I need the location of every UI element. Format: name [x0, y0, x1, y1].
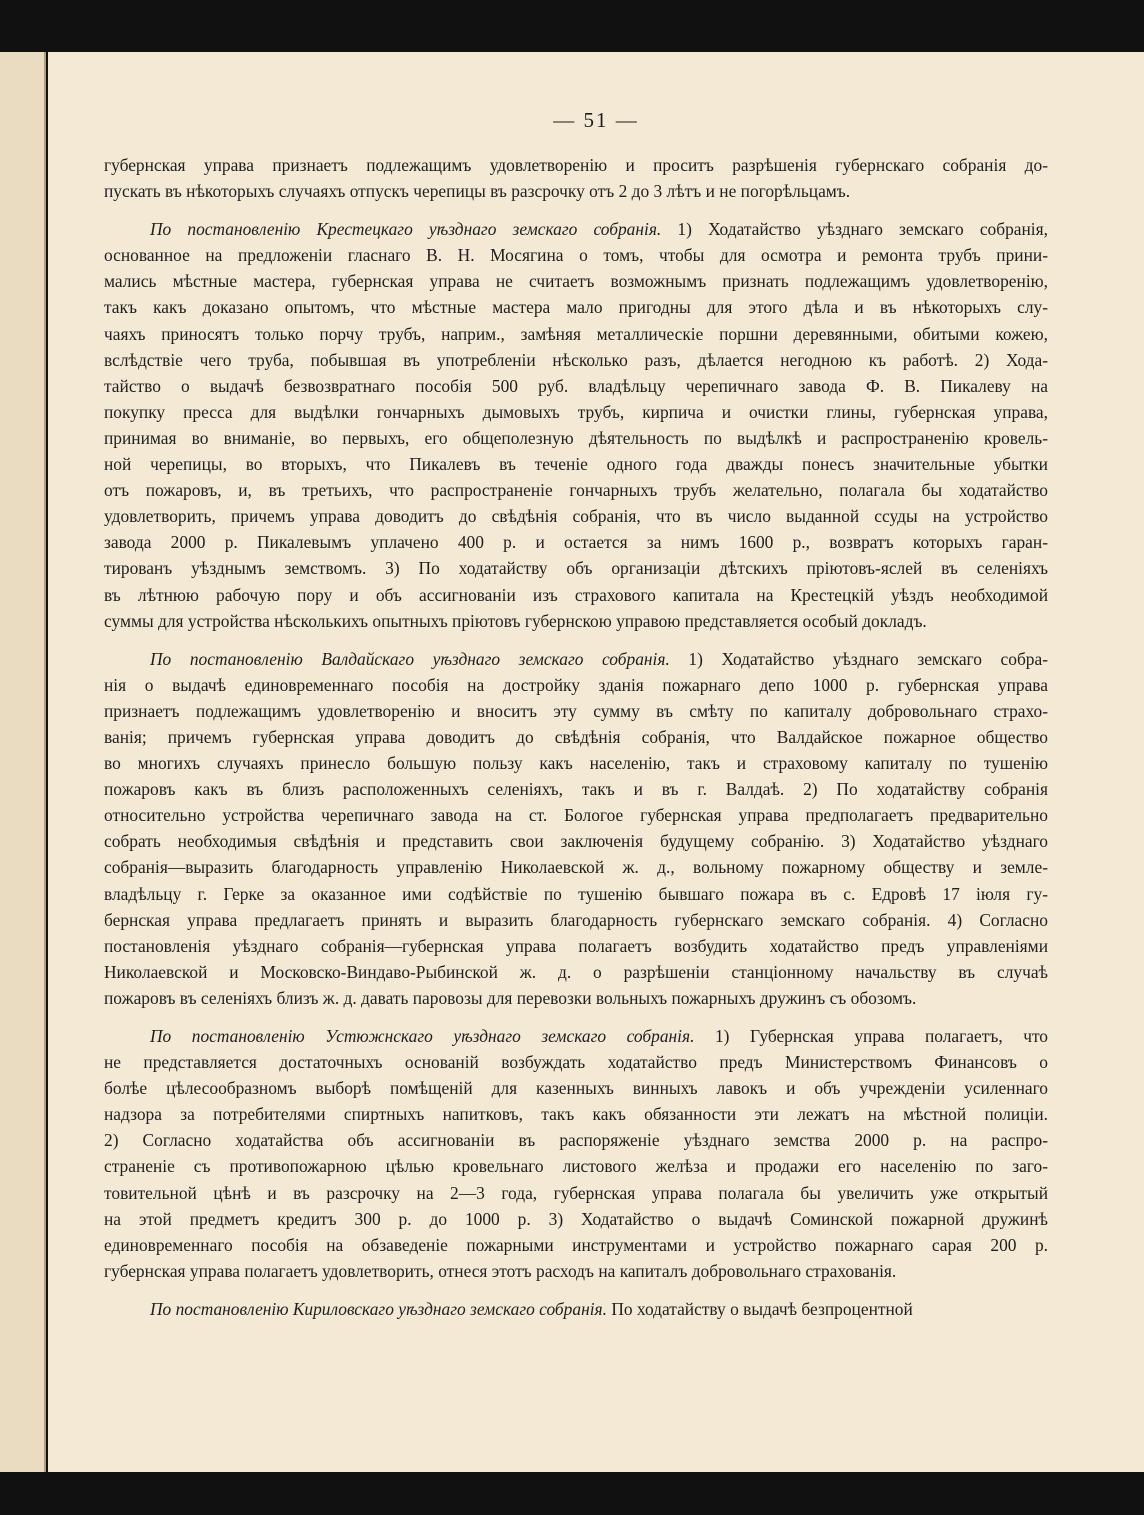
text-line: бернская управа предлагаетъ принять и выразить благодарность губернскаго земскаго собранія. 4) Согласно	[104, 909, 1048, 930]
text-line: завода 2000 р. Пикалевымъ уплачено 400 р. и остается за нимъ 1600 р., возвратъ которыхъ гаран-	[104, 532, 1048, 553]
text-line: чаяхъ приносятъ только порчу трубъ, наприм., замѣняя металлическіе поршни деревянными, обитыми кожею,	[104, 323, 1048, 344]
text-line: относительно устройства черепичнаго завода на ст. Бологое губернская управа предполагаетъ предварительно	[104, 805, 1048, 826]
text-line: надзора за потребителями спиртныхъ напитковъ, такъ какъ обязанности эти лежатъ на мѣстной полиціи.	[104, 1104, 1048, 1125]
text-line: нія о выдачѣ единовременнаго пособія на достройку зданія пожарнаго депо 1000 р. губернская управа	[104, 674, 1048, 695]
text-line	[104, 646, 1048, 672]
line-text: По ходатайству о выдачѣ безпроцентной	[606, 1298, 913, 1319]
text-line: покупку пресса для выдѣлки гончарныхъ дымовыхъ трубъ, кирпича и очистки глины, губернская управа,	[104, 401, 1048, 422]
text-line	[104, 1296, 1048, 1322]
text-line: тированъ уѣзднымъ земствомъ. 3) По ходатайству объ организаціи дѣтскихъ пріютовъ-яслей въ селеніяхъ	[104, 558, 1048, 579]
text-line: не представляется достаточныхъ основаній возбуждать ходатайство предъ Министерствомъ Финансовъ о	[104, 1052, 1048, 1073]
text-line: пожаровъ въ селеніяхъ близъ ж. д. давать паровозы для перевозки вольныхъ пожарныхъ дружинъ съ обозомъ.	[104, 987, 917, 1008]
text-line: ной черепицы, во вторыхъ, что Пикалевъ въ теченіе одного года дважды понесъ значительные убытки	[104, 454, 1048, 475]
text-line: вслѣдствіе чего труба, побывшая въ употребленіи нѣсколько разъ, дѣлается негодною къ работѣ. 2) Хода-	[104, 349, 1048, 370]
text-line: собрать необходимыя свѣдѣнія и представить свои заключенія будущему собранію. 3) Ходатайство уѣзднаго	[104, 831, 1048, 852]
text-line	[104, 216, 1048, 242]
paragraph-lead: По постановленію Устюжнскаго уѣзднаго земскаго собранія.	[150, 1026, 695, 1046]
paragraph	[104, 152, 1048, 204]
line-text: 1) Ходатайство уѣзднаго земскаго собра-	[669, 648, 1048, 669]
text-line: пожаровъ какъ въ близъ расположенныхъ селеніяхъ, такъ и въ г. Валдаѣ. 2) По ходатайству собранія	[104, 779, 1048, 800]
paragraph-lead: По постановленію Валдайскаго уѣзднаго земскаго собранія.	[150, 648, 670, 669]
text-line: суммы для устройства нѣсколькихъ опытныхъ пріютовъ губернскою управою представляется особый докладъ.	[104, 610, 927, 631]
text-line: такъ какъ доказано опытомъ, что мѣстные мастера мало пригодны для этого дѣла и въ нѣкоторыхъ слу-	[104, 297, 1048, 318]
text-line: ванія; причемъ губернская управа доводитъ до свѣдѣнія собранія, что Валдайское пожарное общество	[104, 726, 1048, 747]
text-line: удовлетворить, причемъ управа доводитъ до свѣдѣнія собранія, что въ число выданной ссуды на устройство	[104, 506, 1048, 527]
text-line: принимая во вниманіе, во первыхъ, его общеполезную дѣятельность по выдѣлкѣ и распространенію кровель-	[104, 427, 1048, 448]
text-line: на этой предметъ кредитъ 300 р. до 1000 р. 3) Ходатайство о выдачѣ Соминской пожарной дружинѣ	[104, 1208, 1048, 1229]
text-line: основанное на предложеніи гласнаго В. Н. Мосягина о томъ, чтобы для осмотра и ремонта трубъ прини-	[104, 245, 1048, 266]
paragraph-lead: По постановленію Кириловскаго уѣзднаго земскаго собранія.	[150, 1298, 607, 1319]
text-line: мались мѣстные мастера, губернская управа не считаетъ возможнымъ признать подлежащимъ удовлетворенію,	[104, 271, 1048, 292]
page-number: — 51 —	[553, 108, 639, 132]
text-line: тайство о выдачѣ безвозвратнаго пособія 500 руб. владѣльцу черепичнаго завода Ф. В. Пикалеву на	[104, 375, 1048, 396]
text-line: Николаевской и Московско-Виндаво-Рыбинской ж. д. о разрѣшеніи станціонному начальству въ случаѣ	[104, 961, 1048, 982]
paragraph	[104, 646, 1048, 1011]
text-line: во многихъ случаяхъ принесло большую пользу какъ населенію, такъ и страховому капиталу по тушенію	[104, 753, 1048, 774]
book-page	[48, 52, 1144, 1472]
previous-page-edge	[0, 52, 46, 1472]
text-line: владѣльцу г. Герке за оказанное ими содѣйствіе по тушенію бывшаго пожара въ с. Едровѣ 17 іюля гу-	[104, 883, 1048, 904]
line-text: 1) Ходатайство уѣзднаго земскаго собранія,	[661, 219, 1048, 240]
text-line: пускать въ нѣкоторыхъ случаяхъ отпускъ черепицы въ разсрочку отъ 2 до 3 лѣтъ и не погорѣльцамъ.	[104, 181, 851, 202]
text-line: единовременнаго пособія на обзаведеніе пожарными инструментами и устройство пожарнаго сарая 200 р.	[104, 1234, 1048, 1255]
text-line	[104, 1023, 1048, 1049]
text-line: постановленія уѣзднаго собранія—губернская управа полагаетъ возбудить ходатайство предъ управленіями	[104, 935, 1048, 956]
text-line: болѣе цѣлесообразномъ выборѣ помѣщеній для казенныхъ винныхъ лавокъ и объ учрежденіи усиленнаго	[104, 1078, 1048, 1099]
text-line: отъ пожаровъ, и, въ третьихъ, что распространеніе гончарныхъ трубъ желательно, полагала бы ходатайство	[104, 480, 1048, 501]
paragraph	[104, 1296, 1048, 1322]
text-line: 2) Согласно ходатайства объ ассигнованіи въ распоряженіе уѣзднаго земства 2000 р. на распро-	[104, 1130, 1048, 1151]
paragraph-lead: По постановленію Крестецкаго уѣзднаго земскаго собранія.	[150, 219, 662, 240]
text-line: губернская управа признаетъ подлежащимъ удовлетворенію и проситъ разрѣшенія губернскаго собранія до-	[104, 155, 1048, 175]
page-text	[104, 152, 1048, 1334]
paragraph	[104, 216, 1048, 634]
paragraph	[104, 1023, 1048, 1284]
text-line: собранія—выразить благодарность управленію Николаевской ж. д., вольному пожарному обществу и земле-	[104, 857, 1048, 878]
text-line: губернская управа полагаетъ удовлетворить, отнеся этотъ расходъ на капиталъ добровольнаго страхованія.	[104, 1260, 897, 1281]
text-line: въ лѣтнюю рабочую пору и объ ассигнованіи изъ страхового капитала на Крестецкій уѣздъ необходимой	[104, 584, 1048, 605]
line-text: 1) Губернская управа полагаетъ, что	[694, 1026, 1048, 1046]
text-line: признаетъ подлежащимъ удовлетворенію и вноситъ эту сумму въ смѣту по капиталу добровольнаго страхо-	[104, 700, 1048, 721]
text-line: товительной цѣнѣ и въ разсрочку на 2—3 года, губернская управа полагала бы увеличить уже открытый	[104, 1182, 1048, 1203]
text-line: страненіе съ противопожарною цѣлью кровельнаго листового желѣза и продажи его населенію по заго-	[104, 1156, 1048, 1177]
